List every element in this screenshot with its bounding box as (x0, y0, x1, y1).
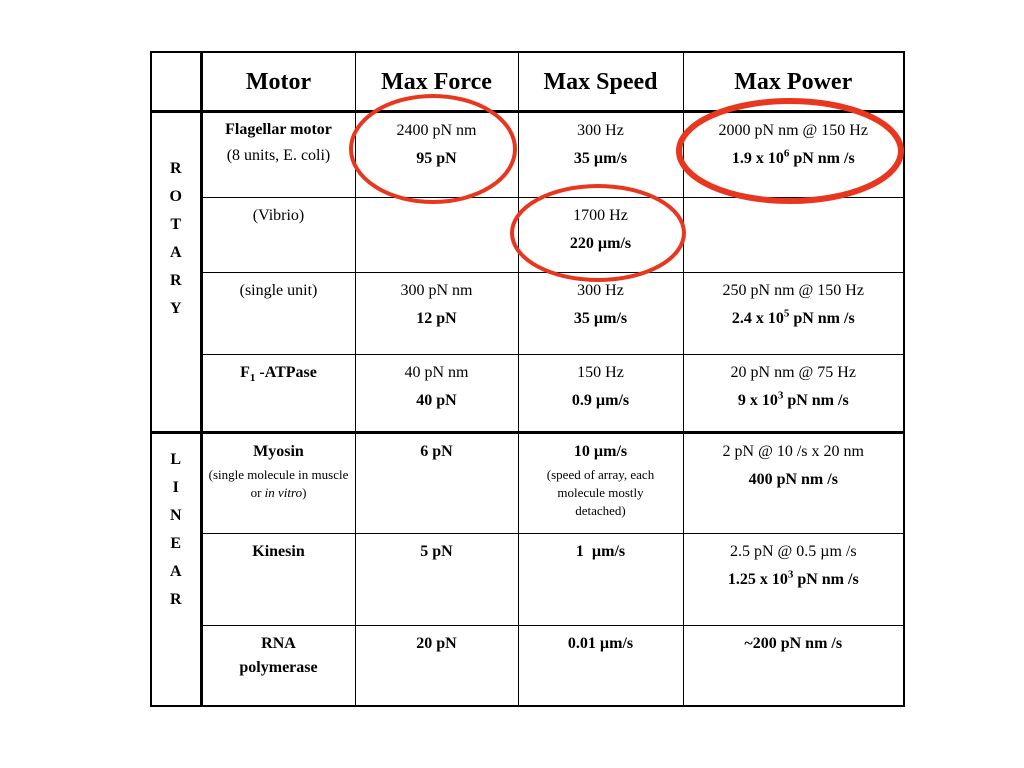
table-row (151, 534, 904, 626)
section-letter: Y (169, 300, 182, 317)
speed-cell (518, 198, 683, 273)
power-unit: pN nm /s (783, 392, 849, 409)
force-value: 12 pN (416, 310, 457, 327)
speed-value: 35 µm/s (573, 150, 628, 167)
header-blank (151, 52, 201, 112)
power-formula: 20 pN nm @ 75 Hz (730, 364, 856, 381)
force-value: 40 pN (416, 392, 457, 409)
power-formula: 250 pN nm @ 150 Hz (722, 282, 864, 299)
section-letter: E (170, 535, 182, 552)
power-unit: pN nm /s (793, 571, 859, 588)
force-cell (355, 198, 518, 273)
motor-name: RNA (261, 635, 296, 652)
section-letter: A (169, 563, 182, 580)
motor-name: Flagellar motor (225, 121, 332, 138)
motor-cell (201, 534, 355, 626)
power-formula: 2.5 pN @ 0.5 µm /s (729, 543, 857, 560)
power-mantissa: 2.4 x 10 (731, 310, 784, 327)
motor-name: Kinesin (252, 543, 305, 560)
header-max-power: Max Power (683, 52, 904, 112)
motor-note (203, 466, 355, 502)
speed-value: 1 µm/s (575, 543, 626, 560)
motor-cell (201, 198, 355, 273)
motor-note: (8 units, E. coli) (226, 147, 331, 164)
speed-hz: 300 Hz (577, 122, 624, 139)
power-value: ~200 pN nm /s (744, 635, 843, 652)
power-unit: pN nm /s (789, 310, 855, 327)
motor-cell (201, 355, 355, 433)
header-row (151, 52, 904, 112)
speed-cell (518, 273, 683, 355)
speed-value: 0.01 µm/s (567, 635, 634, 652)
header-max-force: Max Force (355, 52, 518, 112)
motor-cell (201, 112, 355, 198)
power-cell (683, 273, 904, 355)
motor-comparison-table (150, 51, 905, 707)
power-cell (683, 433, 904, 534)
force-cell (355, 626, 518, 706)
motor-name-part: -ATPase (255, 364, 317, 381)
force-torque: 300 pN nm (400, 282, 473, 299)
section-letter: L (170, 451, 182, 468)
speed-cell (518, 626, 683, 706)
power-mantissa: 9 x 10 (737, 392, 778, 409)
speed-value: 0.9 µm/s (571, 392, 630, 409)
table-row (151, 355, 904, 433)
motor-note-italic: in vitro (264, 485, 303, 500)
power-cell (683, 534, 904, 626)
speed-value: 35 µm/s (573, 310, 628, 327)
table-row (151, 112, 904, 198)
table-row (151, 433, 904, 534)
motor-name: (Vibrio) (252, 207, 305, 224)
speed-hz: 1700 Hz (573, 207, 628, 224)
motor-cell (201, 626, 355, 706)
force-cell (355, 534, 518, 626)
force-torque: 2400 pN nm (396, 122, 477, 139)
header-motor: Motor (201, 52, 355, 112)
force-value: 20 pN (416, 635, 457, 652)
power-formula: 2 pN @ 10 /s x 20 nm (722, 443, 864, 460)
power-mantissa: 1.25 x 10 (727, 571, 788, 588)
speed-value: 10 µm/s (573, 443, 628, 460)
power-cell (683, 198, 904, 273)
power-mantissa: 1.9 x 10 (731, 150, 784, 167)
power-value (684, 305, 904, 333)
speed-hz: 300 Hz (577, 282, 624, 299)
power-value (684, 387, 904, 415)
motor-name (203, 359, 355, 387)
power-exponent: 6 (783, 147, 790, 160)
section-letter: R (169, 272, 182, 289)
force-cell (355, 433, 518, 534)
power-formula: 2000 pN nm @ 150 Hz (718, 122, 868, 139)
speed-cell (518, 534, 683, 626)
section-letter: I (172, 479, 179, 496)
motor-note-part: ) (302, 485, 307, 500)
table-row (151, 626, 904, 706)
speed-hz: 150 Hz (577, 364, 624, 381)
speed-cell (518, 355, 683, 433)
section-letter: R (169, 160, 182, 177)
table-row (151, 198, 904, 273)
speed-value: 220 µm/s (569, 235, 632, 252)
power-value (684, 145, 904, 173)
power-exponent: 3 (777, 389, 784, 402)
power-value: 400 pN nm /s (748, 471, 838, 488)
section-letter: T (170, 216, 182, 233)
force-value: 6 pN (420, 443, 453, 460)
force-value: 95 pN (416, 150, 457, 167)
force-torque: 40 pN nm (404, 364, 469, 381)
power-value (684, 566, 904, 594)
motor-name: Myosin (253, 443, 304, 460)
motor-cell (201, 273, 355, 355)
motor-note-part: (single molecule in muscle or (208, 467, 349, 500)
section-letter: N (169, 507, 182, 524)
force-cell (355, 112, 518, 198)
speed-cell (518, 112, 683, 198)
power-exponent: 3 (787, 568, 794, 581)
header-max-speed: Max Speed (518, 52, 683, 112)
power-cell (683, 355, 904, 433)
motor-name-part: F (240, 364, 250, 381)
motor-name: (single unit) (239, 282, 318, 299)
power-cell (683, 626, 904, 706)
speed-cell (518, 433, 683, 534)
section-letter: R (169, 591, 182, 608)
force-cell (355, 355, 518, 433)
section-label-linear (151, 433, 201, 706)
force-value: 5 pN (420, 543, 453, 560)
section-letter: A (169, 244, 182, 261)
section-letter: O (169, 188, 182, 205)
power-exponent: 5 (783, 307, 790, 320)
power-cell (683, 112, 904, 198)
motor-name-subscript: 1 (249, 372, 256, 385)
power-unit: pN nm /s (789, 150, 855, 167)
speed-note: (speed of array, each molecule mostly detached) (546, 467, 655, 518)
force-cell (355, 273, 518, 355)
motor-name: polymerase (239, 659, 318, 676)
motor-cell (201, 433, 355, 534)
table-row (151, 273, 904, 355)
section-label-rotary (151, 112, 201, 433)
